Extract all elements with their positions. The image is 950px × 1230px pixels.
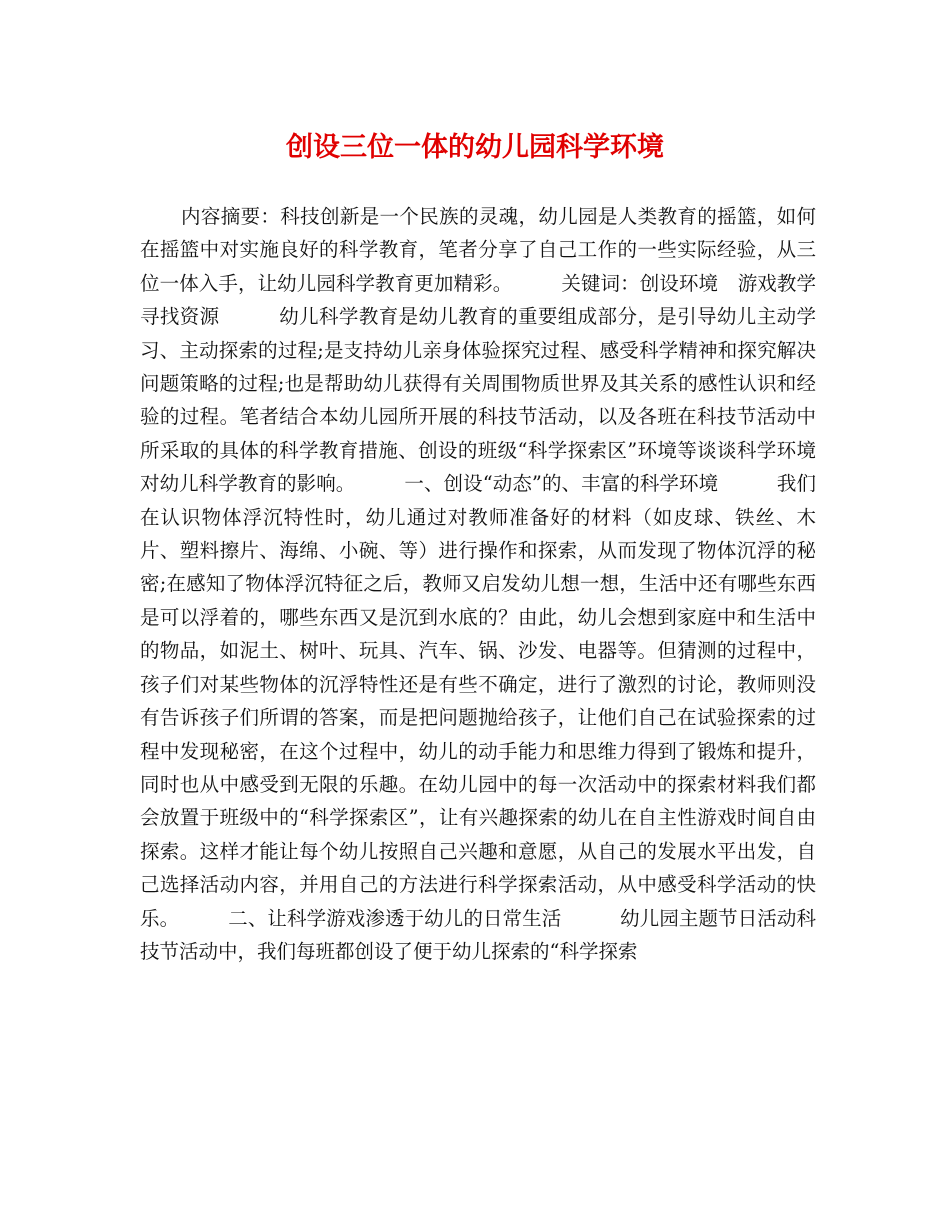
document-title: 创设三位一体的幼儿园科学环境 bbox=[286, 132, 664, 163]
document-body: 内容摘要：科技创新是一个民族的灵魂，幼儿园是人类教育的摇篮，如何在摇篮中对实施良好的科学教育，笔者分享了自己工作的一些实际经验，从三位一体入手，让幼儿园科学教育更加精彩。 关键词：创设环境 游戏教学 寻找资源 幼儿科学教育是幼儿教育的重要组成部分，是引导幼儿主动学习、主动探索的过程;是支持幼儿亲身体验探究过程、感受科学精神和探究解决问题策略的过程;也是帮助幼儿获得有关周围物质世界及其关系的感性认识和经验的过程。笔者结合本幼儿园所开展的科技节活动，以及各班在科技节活动中所采取的具体的科学教育措施、创设的班级“科学探索区”环境等谈谈科学环境对幼儿科学教育的影响。 一、创设“动态”的、丰富的科学环境 我们在认识物体浮沉特性时，幼儿通过对教师准备好的材料（如皮球、铁丝、木片、塑料擦片、海绵、小碗、等）进行操作和探索，从而发现了物体沉浮的秘密;在感知了物体浮沉特征之后，教师又启发幼儿想一想，生活中还有哪些东西是可以浮着的，哪些东西又是沉到水底的？由此，幼儿会想到家庭中和生活中的物品，如泥土、树叶、玩具、汽车、锅、沙发、电器等。但猜测的过程中，孩子们对某些物体的沉浮特性还是有些不确定，进行了激烈的讨论，教师则没有告诉孩子们所谓的答案，而是把问题抛给孩子，让他们自己在试验探索的过程中发现秘密，在这个过程中，幼儿的动手能力和思维力得到了锻炼和提升，同时也从中感受到无限的乐趣。在幼儿园中的每一次活动中的探索材料我们都会放置于班级中的“科学探索区”，让有兴趣探索的幼儿在自主性游戏时间自由探索。这样才能让每个幼儿按照自己兴趣和意愿，从自己的发展水平出发，自己选择活动内容，并用自己的方法进行科学探索活动，从中感受科学活动的快乐。 二、让科学游戏渗透于幼儿的日常生活 幼儿园主题节日活动科技节活动中，我们每班都创设了便于幼儿探索的“科学探索 bbox=[140, 205, 836, 963]
